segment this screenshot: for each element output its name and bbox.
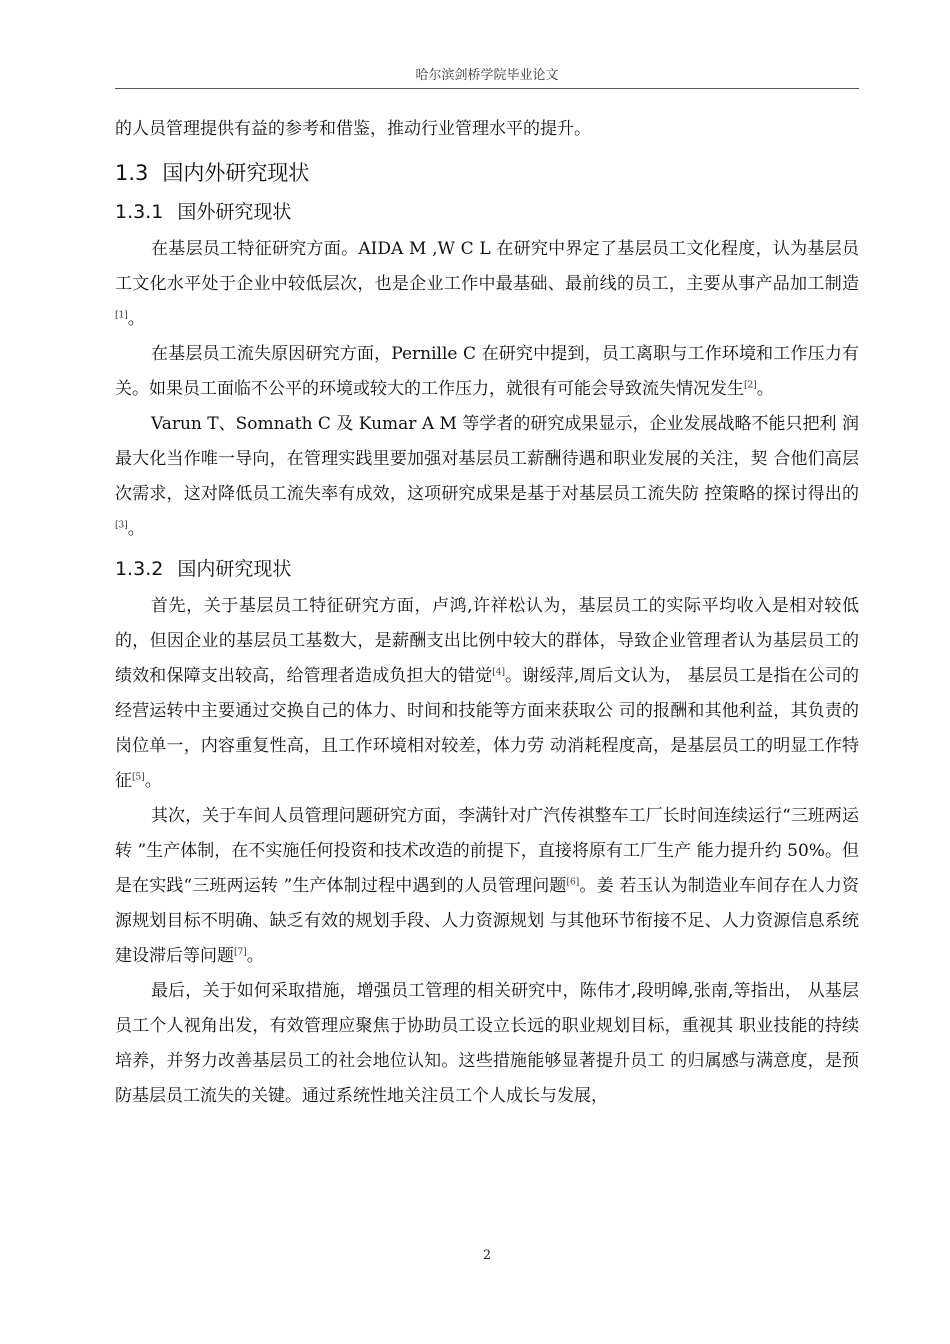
- paragraph-text: 首先，关于基层员工特征研究方面，卢鸿,许祥松认为，基层员工的实际平均收入是相对较低的，但因企业的基层员工基数大，是薪酬支出比例中较大的群体，导致企业管理者认为基层员工的绩效和保障支出较高，给管理者造成负担大的错觉: [115, 596, 859, 686]
- paragraph-text: 。姜 若玉认为制造业车间存在人力资源规划目标不明确、缺乏有效的规划手段、人力资源规划 与其他环节衔接不足、人力资源信息系统建设滞后等问题: [115, 876, 859, 966]
- citation-ref: [1]: [115, 310, 128, 321]
- paragraph-domestic-1: [115, 589, 859, 799]
- document-body: [115, 112, 859, 1114]
- paragraph-text: 在基层员工流失原因研究方面，Pernille C 在研究中提到，员工离职与工作环境和工作压力有关。如果员工面临不公平的环境或较大的工作压力，就很有可能会导致流失情况发生: [115, 344, 859, 399]
- paragraph-text: Varun T、Somnath C 及 Kumar A M 等学者的研究成果显示，企业发展战略不能只把利 润最大化当作唯一导向，在管理实践里要加强对基层员工薪酬待遇和职业发展的关注，契 合他们高层次需求，这对降低员工流失率有成效，这项研究成果是基于对基层员工流失防 控策略的探讨得出的: [115, 414, 859, 504]
- paragraph-domestic-3: 最后，关于如何采取措施，增强员工管理的相关研究中，陈伟才,段明皞,张南,等指出， 从基层员工个人视角出发，有效管理应聚焦于协助员工设立长远的职业规划目标，重视其 职业技能的持续培养，并努力改善基层员工的社会地位认知。这些措施能够显著提升员工 的归属感与满意度，是预防基层员工流失的关键。通过系统性地关注员工个人成长与发展，: [115, 981, 859, 1106]
- citation-ref: [7]: [234, 947, 247, 958]
- subsection-heading-1-3-2: [115, 553, 859, 585]
- paragraph-text: 在基层员工特征研究方面。AIDA M ,W C L 在研究中界定了基层员工文化程度，认为基层员工文化水平处于企业中较低层次，也是企业工作中最基础、最前线的员工，主要从事产品加工制造: [115, 239, 859, 294]
- paragraph-tail: 。: [756, 379, 774, 399]
- subsection-title: 国外研究现状: [177, 201, 292, 223]
- page-header: 哈尔滨剑桥学院毕业论文: [415, 68, 559, 83]
- subsection-number: 1.3.2: [115, 558, 164, 580]
- section-number: 1.3: [115, 161, 149, 185]
- paragraph-text: 其次，关于车间人员管理问题研究方面，李满针对广汽传祺整车工厂长时间连续运行“三班两运转 ”生产体制，在不实施任何投资和技术改造的前提下，直接将原有工厂生产 能力提升约 50%。但是在实践“三班两运转 ”生产体制过程中遇到的人员管理问题: [115, 806, 859, 896]
- paragraph-tail: 。: [246, 946, 264, 966]
- citation-ref: [5]: [132, 772, 145, 783]
- paragraph-foreign-1: [115, 232, 859, 337]
- citation-ref: [3]: [115, 520, 128, 531]
- citation-ref: [4]: [492, 667, 505, 678]
- paragraph-tail: 。: [144, 771, 162, 791]
- subsection-title: 国内研究现状: [177, 558, 292, 580]
- paragraph-tail: 。: [127, 519, 145, 539]
- subsection-heading-1-3-1: [115, 196, 859, 228]
- paragraph-foreign-3: [115, 407, 859, 547]
- page-number: 2: [482, 1248, 492, 1263]
- paragraph-continuation: 的人员管理提供有益的参考和借鉴，推动行业管理水平的提升。: [115, 119, 591, 139]
- section-heading-1-3: [115, 156, 859, 190]
- paragraph-foreign-2: [115, 337, 859, 407]
- citation-ref: [2]: [744, 380, 757, 391]
- subsection-number: 1.3.1: [115, 201, 164, 223]
- header-rule: [115, 88, 859, 89]
- section-title: 国内外研究现状: [162, 161, 310, 185]
- paragraph-domestic-2: [115, 799, 859, 974]
- paragraph-text: 。谢绥萍,周后文认为， 基层员工是指在公司的经营运转中主要通过交换自己的体力、时间和技能等方面来获取公 司的报酬和其他利益，其负责的岗位单一，内容重复性高，且工作环境相对较差，体力劳 动消耗程度高，是基层员工的明显工作特征: [115, 666, 859, 791]
- paragraph-tail: 。: [127, 309, 145, 329]
- citation-ref: [6]: [566, 877, 580, 888]
